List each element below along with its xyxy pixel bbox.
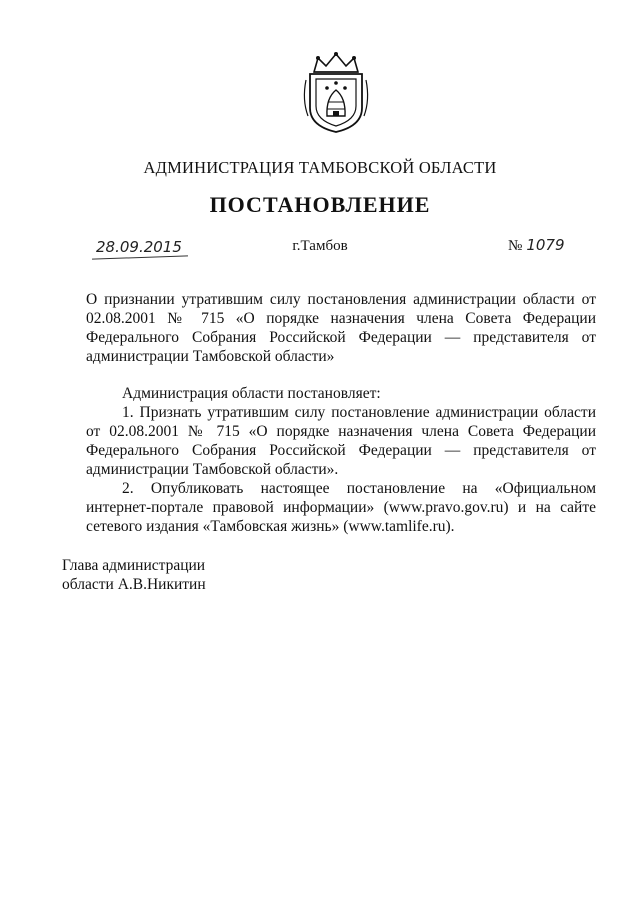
document-number: [508, 236, 565, 255]
document-body: [86, 384, 596, 536]
document-number-value: 1079: [526, 236, 565, 254]
body-intro: Администрация области постановляет:: [122, 385, 381, 402]
signature-line-2: области А.В.Никитин: [62, 576, 206, 593]
document-subject: О признании утратившим силу постановления администрации области от 02.08.2001 № 715 «О порядке назначения члена Совета Федерации Федерального Собрания Российской Федерации — представителя от администрации Тамбовской области»: [86, 291, 596, 365]
body-item-2: 2. Опубликовать настоящее постановление на «Официальном интернет-портале правовой информации» (www.pravo.gov.ru) и на сайте сетевого издания «Тамбовская жизнь» (www.tamlife.ru).: [86, 480, 596, 535]
document-place: г.Тамбов: [292, 238, 348, 254]
body-item-1: 1. Признать утратившим силу постановление администрации области от 02.08.2001 № 715 «О порядке назначения члена Совета Федерации Федерального Собрания Российской Федерации — представителя от администрации Тамбовской области».: [86, 404, 596, 478]
authority-title: АДМИНИСТРАЦИЯ ТАМБОВСКОЙ ОБЛАСТИ: [143, 158, 497, 177]
document-date-value: 28.09.2015: [96, 238, 182, 256]
document-type-title: ПОСТАНОВЛЕНИЕ: [209, 192, 431, 217]
coat-of-arms-icon: [300, 50, 372, 134]
document-number-prefix: №: [508, 238, 523, 254]
signature-block: [62, 556, 206, 594]
signature-line-1: Глава администрации: [62, 557, 206, 574]
